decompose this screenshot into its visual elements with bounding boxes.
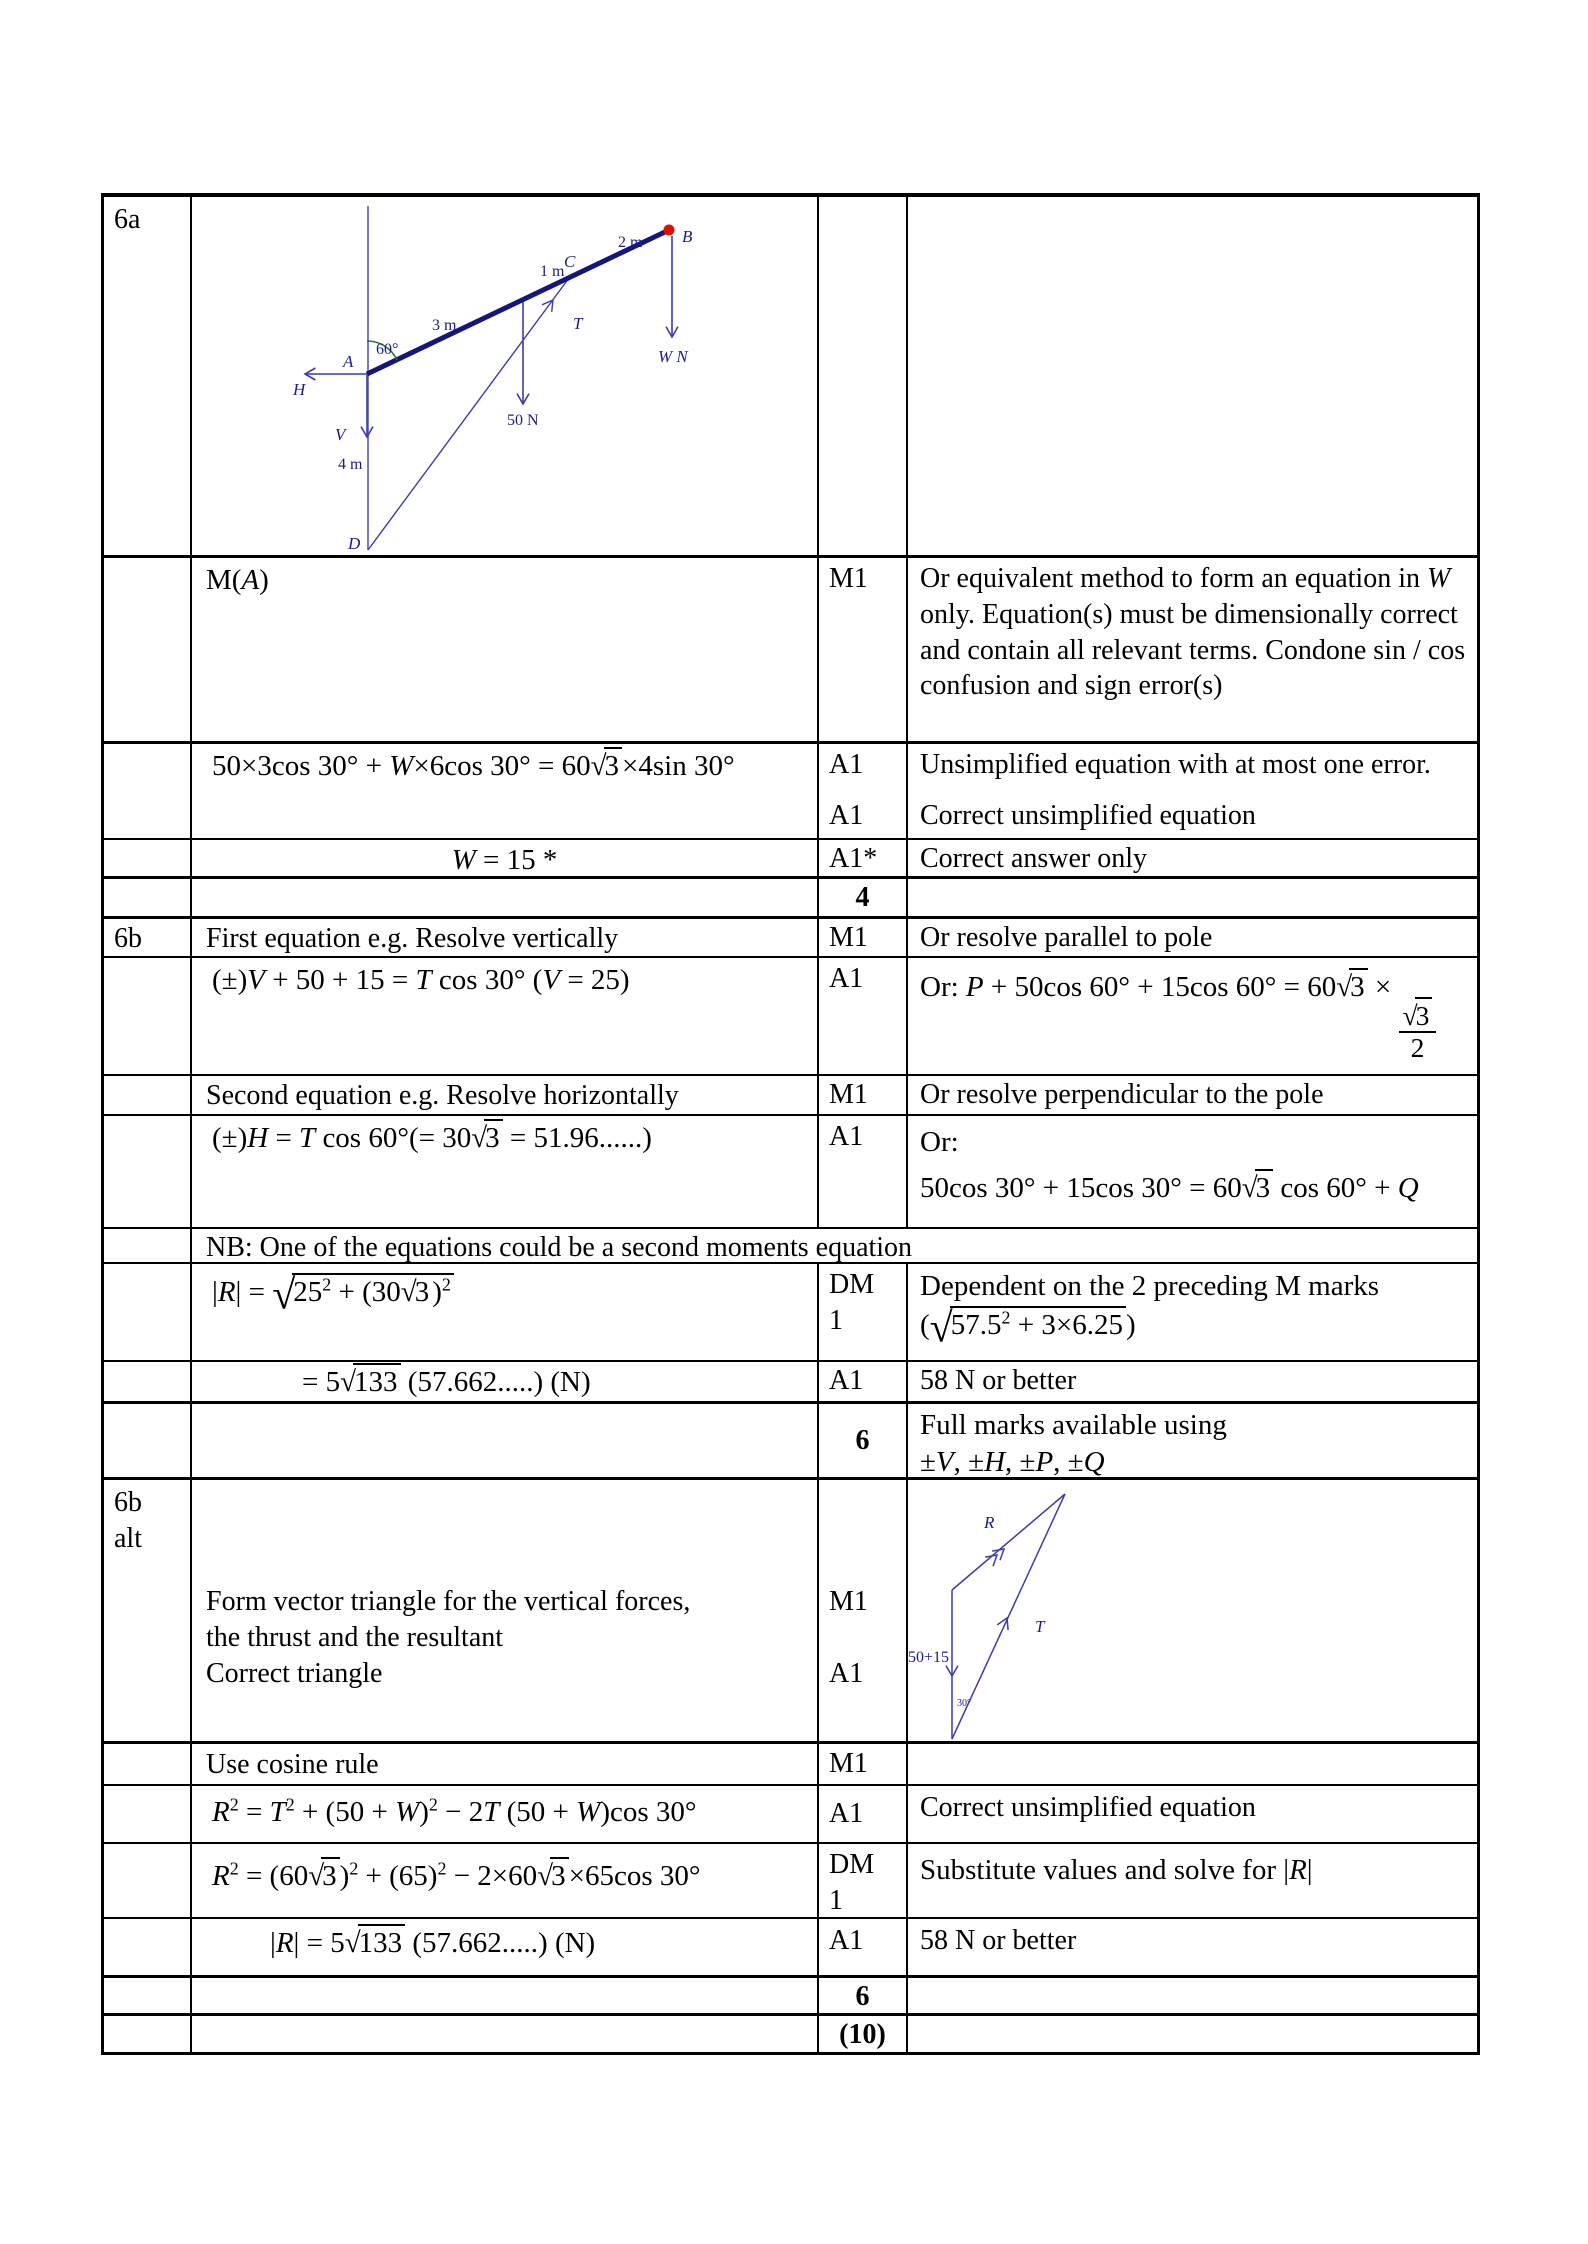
table-row [104,1917,1477,1975]
question-cell [104,958,190,1074]
marks-cell [817,2016,906,2052]
marks-cell [817,1786,906,1842]
table-row [104,838,1477,876]
equation: $R^2 = (60√3$ )$^2 + (65)^2 - 2\times 60√3 \times 65\cos$ 30° [212,1858,701,1892]
question-cell [104,2016,190,2052]
nb-text: NB: One of the equations could be a second moments equation [206,1232,913,1262]
marks-cell [817,840,906,876]
notes-cell [906,1264,1477,1360]
notes-cell [906,1362,1477,1401]
label-h: H [293,380,306,399]
working-text: Correct triangle [206,1657,383,1689]
equation: $|R| = √25^2 + (30√3$ )$^2$ [212,1276,454,1308]
table-row [104,555,1477,741]
resultant-line [952,1494,1065,1590]
nb-merged-cell [190,1229,1477,1262]
marks-cell [817,1076,906,1114]
rod-line [367,230,669,374]
label-d: D [348,534,361,551]
equation: 50×3cos 30° + W×6cos 30° = 60√3 ×4sin 30° [212,750,735,782]
working-text: M(A) [206,564,269,596]
table-row [104,1262,1477,1360]
notes-cell [906,879,1477,916]
question-cell [104,1844,190,1917]
mark-label: A1* [829,843,878,874]
mark-total: 6 [855,1424,870,1456]
question-cell [104,1978,190,2013]
mark-label: A1 [829,963,864,994]
note-text: Or resolve parallel to pole [920,922,1213,953]
mark-label: A1 [829,1925,864,1956]
table-row [104,1227,1477,1262]
note-text: Correct unsimplified equation [920,800,1256,832]
question-cell [104,1404,190,1477]
table-row [104,1842,1477,1917]
question-cell [104,1744,190,1784]
equation: $R^2 = T^2 + (50 + W)^2 - 2T$ (50 + W)cos 30° [212,1794,697,1828]
working-text: Second equation e.g. Resolve horizontally [206,1080,679,1111]
note-text: Dependent on the 2 preceding M marks ($√57.5^2 + 3\times 6.25$ ) [920,1270,1380,1352]
table-row [104,197,1477,555]
marks-cell [817,1264,906,1360]
note-text: Or: P + 50cos 60° + 15cos 60° = 60√3 × $\frac{√3}{2}$ [920,969,1436,1062]
mark-total: 6 [855,1981,870,2012]
question-cell [104,1480,190,1741]
marks-cell [817,919,906,956]
note-text: Correct unsimplified equation [920,1792,1256,1823]
working-cell [190,1076,817,1114]
label-3m: 3 m [432,317,457,334]
label-t: T [573,314,583,333]
note-text: Substitute values and solve for |R| [920,1854,1313,1886]
mark-label: A1 [829,749,864,780]
table-row [104,1784,1477,1842]
table-row [104,956,1477,1074]
notes-cell [906,1786,1477,1842]
notes-cell [906,958,1477,1074]
working-text: the thrust and the resultant [206,1621,504,1653]
label-wn: W N [658,347,688,366]
notes-cell [906,1844,1477,1917]
notes-cell [906,1404,1477,1477]
question-cell [104,197,190,555]
vector-triangle-diagram [908,1480,1477,1741]
question-cell [104,1919,190,1975]
mark-label: A1 [829,1121,864,1152]
table-row [104,916,1477,956]
table-row [104,1360,1477,1401]
working-cell [190,1786,817,1842]
working-cell [190,1919,817,1975]
marks-cell [817,1919,906,1975]
working-cell [190,197,817,555]
mark-label: M1 [829,563,868,594]
mark-total: (10) [839,2019,886,2050]
question-cell [104,558,190,741]
mark-label: M1 [829,1586,868,1617]
marks-cell [817,1744,906,1784]
note-text: 58 N or better [920,1925,1077,1956]
question-cell [104,1076,190,1114]
notes-cell [906,197,1477,555]
notes-cell [906,1480,1477,1741]
marks-cell [817,744,906,838]
tension-line [368,278,569,550]
working-cell [190,2016,817,2052]
notes-cell [906,919,1477,956]
notes-cell [906,1744,1477,1784]
table-row [104,1477,1477,1741]
table-row [104,876,1477,916]
notes-cell [906,1076,1477,1114]
question-number: 6b [114,1487,142,1518]
note-text: Correct answer only [920,843,1148,874]
question-cell [104,1229,190,1262]
working-cell [190,879,817,916]
note-text: Unsimplified equation with at most one error. [920,749,1431,780]
mark-label: A1 [829,1798,864,1829]
question-cell [104,1116,190,1227]
equation: |R| = 5√133 (57.662.....) (N) [270,1927,595,1959]
marks-cell [817,1404,906,1477]
working-cell [190,1264,817,1360]
working-cell [190,958,817,1074]
working-cell [190,558,817,741]
marks-cell [817,1978,906,2013]
mark-label: DM1 [829,1269,875,1336]
marks-cell [817,1362,906,1401]
question-cell [104,879,190,916]
working-text: Use cosine rule [206,1749,379,1780]
table-row [104,1114,1477,1227]
equation: W = 15 * [451,844,558,876]
label-1m: 1 m [540,263,565,280]
marks-cell [817,197,906,555]
table-row [104,1975,1477,2013]
marks-cell [817,879,906,916]
label-c: C [564,252,576,271]
equation: (±)V + 50 + 15 = T cos 30° (V = 25) [212,964,630,996]
mark-label: A1 [829,1657,864,1689]
question-cell [104,1362,190,1401]
working-cell [190,744,817,838]
marks-cell [817,1480,906,1741]
note-text: Or equivalent method to form an equation in W only. Equation(s) must be dimensionally correct and contain all relevant terms. Condone sin / cos confusion and sign error(s) [920,563,1466,702]
notes-cell [906,1116,1477,1227]
question-cell [104,919,190,956]
mark-label: DM1 [829,1849,875,1916]
mark-label: A1 [829,1365,864,1396]
label-t: T [1035,1617,1045,1636]
question-cell [104,1786,190,1842]
notes-cell [906,558,1477,741]
working-cell [190,1116,817,1227]
note-text: Or: 50cos 30° + 15cos 30° = 60√3 cos 60° + Q [920,1126,1419,1205]
working-cell [190,1362,817,1401]
marks-cell [817,958,906,1074]
notes-cell [906,744,1477,838]
working-cell [190,919,817,956]
label-2m: 2 m [618,234,643,251]
mark-label: M1 [829,1748,868,1779]
label-v: V [335,425,346,444]
question-cell [104,1264,190,1360]
notes-cell [906,1919,1477,1975]
note-text: Full marks available using ±V, ±H, ±P, ±Q [920,1409,1227,1477]
table-row [104,741,1477,838]
note-text: Or resolve perpendicular to the pole [920,1079,1324,1110]
label-a: A [343,352,354,371]
label-50plus15: 50+15 [908,1649,950,1666]
working-cell [190,1844,817,1917]
question-number: 6a [114,204,141,235]
working-cell [190,1480,817,1741]
mark-label: M1 [829,1079,868,1110]
equation: (±)H = T cos 60°(= 30√3 = 51.96......) [212,1122,652,1154]
working-text: Form vector triangle for the vertical forces, [206,1586,691,1617]
question-cell [104,744,190,838]
equation: = 5√133 (57.662.....) (N) [302,1366,591,1398]
table-row [104,2013,1477,2052]
table-row [104,1074,1477,1114]
mark-scheme-table [101,193,1480,2055]
working-cell [190,1744,817,1784]
label-4m: 4 m [338,456,363,473]
label-r: R [984,1513,995,1532]
working-text: First equation e.g. Resolve vertically [206,923,619,954]
table-row [104,1401,1477,1477]
label-30deg: 30° [957,1698,971,1709]
label-50n: 50 N [507,412,539,429]
working-cell [190,840,817,876]
notes-cell [906,2016,1477,2052]
marks-cell [817,558,906,741]
question-cell [104,840,190,876]
note-text: 58 N or better [920,1365,1077,1396]
marks-cell [817,1116,906,1227]
mark-label: M1 [829,922,868,953]
notes-cell [906,840,1477,876]
label-60deg: 60° [376,341,399,358]
notes-cell [906,1978,1477,2013]
table-row [104,1741,1477,1784]
label-b: B [682,227,693,246]
question-number: 6b [114,923,142,954]
working-cell [190,1404,817,1477]
mark-label: A1 [829,800,864,832]
point-b-dot [664,225,675,236]
mark-total: 4 [855,882,870,913]
marks-cell [817,1844,906,1917]
working-cell [190,1978,817,2013]
question-number-alt: alt [114,1522,142,1554]
force-diagram [192,197,817,551]
